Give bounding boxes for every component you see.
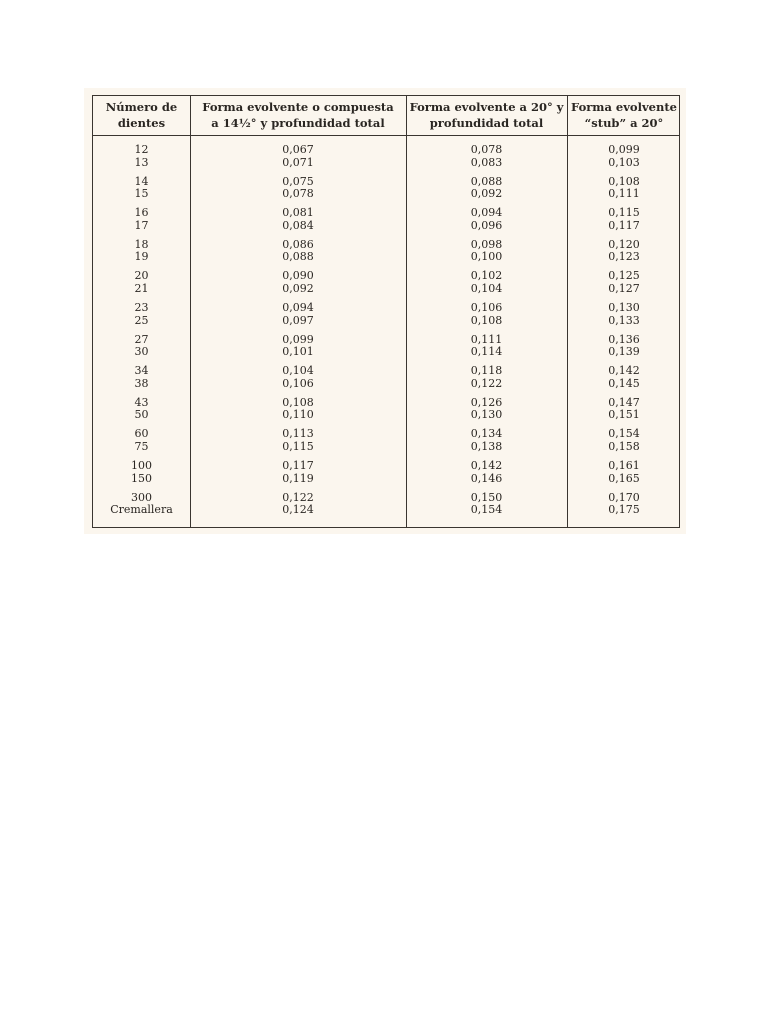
cell-dientes: 18 19 xyxy=(134,237,149,264)
tooth-factor-table xyxy=(92,95,680,528)
header-forma-14-5: Forma evolvente o compuesta a 14½° y profundidad total xyxy=(202,100,394,130)
cell-factor: 0,099 0,103 xyxy=(608,143,640,169)
cell-dientes: 12 13 xyxy=(134,143,149,169)
cell-factor: 0,108 0,111 xyxy=(608,174,640,201)
table-row xyxy=(93,144,679,170)
cell-factor: 0,088 0,092 xyxy=(470,174,503,201)
table-header-row xyxy=(93,96,679,136)
table-row xyxy=(93,176,679,202)
cell-factor: 0,161 0,165 xyxy=(608,459,640,485)
cell-factor: 0,125 0,127 xyxy=(608,269,640,295)
cell-factor: 0,086 0,088 xyxy=(282,237,314,264)
cell-factor: 0,081 0,084 xyxy=(282,206,314,232)
cell-factor: 0,136 0,139 xyxy=(608,332,640,359)
cell-dientes: 34 38 xyxy=(134,364,149,390)
cell-dientes: 43 50 xyxy=(134,395,149,422)
cell-dientes: 20 21 xyxy=(134,269,149,295)
scanned-page-image xyxy=(84,88,686,534)
cell-factor: 0,126 0,130 xyxy=(470,395,503,422)
cell-dientes: 300 Cremallera xyxy=(110,490,173,517)
table-row xyxy=(93,365,679,391)
cell-factor: 0,102 0,104 xyxy=(470,269,503,295)
cell-factor: 0,117 0,119 xyxy=(282,459,314,485)
cell-factor: 0,120 0,123 xyxy=(608,237,640,264)
cell-factor: 0,170 0,175 xyxy=(608,490,640,517)
cell-factor: 0,090 0,092 xyxy=(282,269,314,295)
header-numero-dientes: Número de dientes xyxy=(105,100,178,130)
cell-factor: 0,098 0,100 xyxy=(470,237,503,264)
cell-factor: 0,078 0,083 xyxy=(470,143,503,169)
table-row xyxy=(93,302,679,328)
cell-factor: 0,115 0,117 xyxy=(608,206,640,232)
cell-factor: 0,106 0,108 xyxy=(470,301,503,327)
cell-dientes: 16 17 xyxy=(134,206,149,232)
cell-factor: 0,150 0,154 xyxy=(470,490,503,517)
cell-factor: 0,154 0,158 xyxy=(608,427,640,453)
cell-factor: 0,142 0,145 xyxy=(608,364,640,390)
cell-factor: 0,099 0,101 xyxy=(282,332,314,359)
table-row xyxy=(93,492,679,518)
cell-factor: 0,122 0,124 xyxy=(282,490,314,517)
cell-factor: 0,134 0,138 xyxy=(470,427,503,453)
table-row xyxy=(93,460,679,486)
cell-dientes: 14 15 xyxy=(134,174,149,201)
cell-factor: 0,075 0,078 xyxy=(282,174,314,201)
cell-factor: 0,113 0,115 xyxy=(282,427,314,453)
cell-factor: 0,108 0,110 xyxy=(282,395,314,422)
table-row xyxy=(93,334,679,360)
cell-factor: 0,130 0,133 xyxy=(608,301,640,327)
cell-factor: 0,118 0,122 xyxy=(470,364,503,390)
header-forma-stub-20: Forma evolvente “stub” a 20° xyxy=(571,100,677,130)
table-row xyxy=(93,397,679,423)
cell-factor: 0,104 0,106 xyxy=(282,364,314,390)
table-row xyxy=(93,270,679,296)
table-row xyxy=(93,207,679,233)
cell-dientes: 60 75 xyxy=(134,427,149,453)
table-body xyxy=(93,136,679,527)
cell-factor: 0,111 0,114 xyxy=(470,332,503,359)
cell-factor: 0,094 0,096 xyxy=(470,206,503,232)
cell-dientes: 23 25 xyxy=(134,301,149,327)
cell-factor: 0,094 0,097 xyxy=(282,301,314,327)
cell-dientes: 100 150 xyxy=(131,459,152,485)
header-forma-20: Forma evolvente a 20° y profundidad total xyxy=(409,100,564,130)
table-row xyxy=(93,428,679,454)
table-row xyxy=(93,239,679,265)
cell-factor: 0,142 0,146 xyxy=(470,459,503,485)
cell-dientes: 27 30 xyxy=(134,332,149,359)
cell-factor: 0,067 0,071 xyxy=(282,143,314,169)
cell-factor: 0,147 0,151 xyxy=(608,395,640,422)
